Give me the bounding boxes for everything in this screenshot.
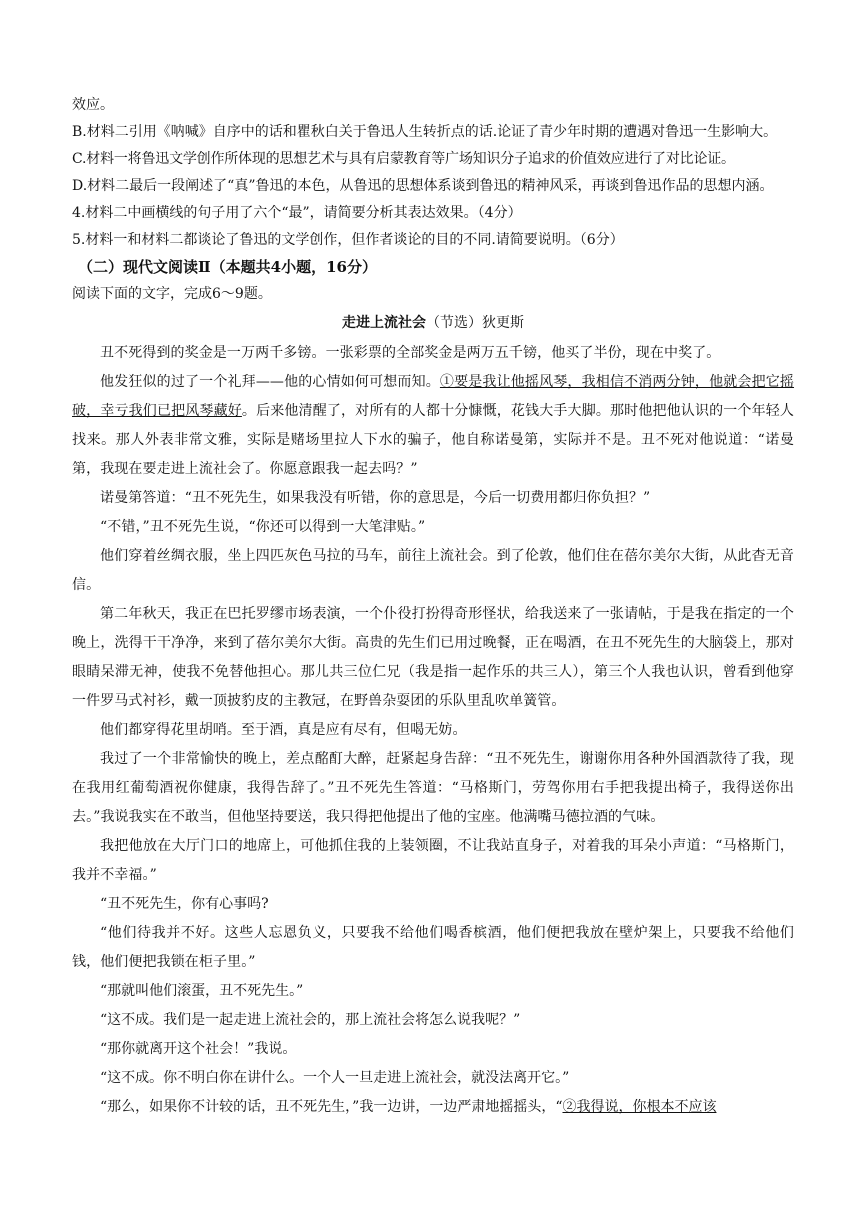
- paragraph-16: [72, 1093, 794, 1122]
- article-title: 走进上流社会: [342, 315, 426, 331]
- question-5: 5.材料一和材料二都谈论了鲁迅的文学创作，但作者谈论的目的不同.请简要说明。（6分）: [72, 232, 624, 248]
- paragraph-7: 他们都穿得花里胡哨。至于酒，真是应有尽有，但喝无妨。: [100, 722, 467, 738]
- paragraph-2-pre: 他发狂似的过了一个礼拜——他的心情如何可想而知。: [100, 374, 440, 390]
- paragraph-16-pre: “那么，如果你不计较的话，丑不死先生，”我一边讲，一边严肃地摇摇头，“: [100, 1099, 563, 1115]
- paragraph-11: “他们待我并不好。这些人忘恩负义，只要我不给他们喝香槟酒，他们便把我放在壁炉架上，只要我不给他们钱，他们便把我锁在柜子里。”: [72, 925, 794, 970]
- section-instruction: 阅读下面的文字，完成6～9题。: [72, 286, 272, 302]
- paragraph-15: “这不成。你不明白你在讲什么。一个人一旦走进上流社会，就没法离开它。”: [100, 1070, 570, 1086]
- paragraph-2: [72, 368, 794, 484]
- section-heading: （二）现代文阅读Ⅱ（本题共4小题，16分）: [78, 258, 377, 276]
- paragraph-6: 第二年秋天，我正在巴托罗缪市场表演，一个仆役打扮得奇形怪状，给我送来了一张请帖，于是我在指定的一个晚上，洗得干干净净，来到了蓓尔美尔大街。高贵的先生们已用过晚餐，正在喝酒，在丑不死先生的大脑袋上，那对眼睛呆滞无神，使我不免替他担心。那儿共三位仁兄（我是指一起作乐的共三人），第三个人我也认识，曾看到他穿一件罗马式衬衫，戴一顶披豹皮的主教冠，在野兽杂耍团的乐队里乱吹单簧管。: [72, 606, 794, 709]
- question-4: 4.材料二中画横线的句子用了六个“最”，请简要分析其表达效果。（4分）: [72, 205, 522, 221]
- paragraph-8: 我过了一个非常愉快的晚上，差点酩酊大醉，赶紧起身告辞：“丑不死先生，谢谢你用各种外国酒款待了我，现在我用红葡萄酒祝你健康，我得告辞了。”丑不死先生答道：“马格斯门，劳驾你用右手把我提出椅子，我得送你出去。”我说我实在不敢当，但他坚持要送，我只得把他提出了他的宝座。他满嘴马德拉酒的气味。: [72, 751, 794, 825]
- paragraph-14: “那你就离开这个社会！”我说。: [100, 1041, 297, 1057]
- article-title-block: [72, 310, 794, 337]
- option-d: D.材料二最后一段阐述了“真”鲁迅的本色，从鲁迅的思想体系谈到鲁迅的精神风采，再谈到鲁迅作品的思想内涵。: [72, 178, 774, 194]
- article-subtitle: （节选）狄更斯: [426, 315, 524, 331]
- exam-page: [72, 92, 794, 1122]
- paragraph-5: 他们穿着丝绸衣服，坐上四匹灰色马拉的马车，前往上流社会。到了伦敦，他们住在蓓尔美尔大街，从此杳无音信。: [72, 548, 794, 593]
- option-b: B.材料二引用《呐喊》自序中的话和瞿秋白关于鲁迅人生转折点的话.论证了青少年时期的遭遇对鲁迅一生影响大。: [72, 124, 778, 140]
- underlined-sentence-1: ①要是我让他摇风琴，我相信不消两分钟，他就会把它摇破，幸亏我们已把风琴藏好: [72, 374, 795, 419]
- paragraph-10: “丑不死先生，你有心事吗?: [100, 896, 269, 912]
- paragraph-3: 诺曼第答道：“丑不死先生，如果我没有听错，你的意思是，今后一切费用都归你负担？”: [100, 490, 651, 506]
- option-a-tail: 效应。: [72, 97, 114, 113]
- paragraph-9: 我把他放在大厅门口的地席上，可他抓住我的上装领圈，不让我站直身子，对着我的耳朵小声道：“马格斯门，我并不幸福。”: [72, 838, 794, 883]
- paragraph-12: “那就叫他们滚蛋，丑不死先生。”: [100, 983, 304, 999]
- paragraph-1: 丑不死得到的奖金是一万两千多镑。一张彩票的全部奖金是两万五千镑，他买了半份，现在中奖了。: [100, 345, 721, 361]
- paragraph-13: “这不成。我们是一起走进上流社会的，那上流社会将怎么说我呢？”: [100, 1012, 521, 1028]
- paragraph-2-post: 。后来他清醒了，对所有的人都十分慷慨，花钱大手大脚。那时他把他认识的一个年轻人找来。那人外表非常文雅，实际是赌场里拉人下水的骗子，他自称诺曼第，实际并不是。丑不死对他说道：“诺曼第，我现在要走进上流社会了。你愿意跟我一起去吗？”: [72, 403, 795, 477]
- paragraph-4: “不错，”丑不死先生说，“你还可以得到一大笔津贴。”: [100, 519, 426, 535]
- option-c: C.材料一将鲁迅文学创作所体现的思想艺术与具有启蒙教育等广场知识分子追求的价值效应进行了对比论证。: [72, 151, 735, 167]
- underlined-sentence-2: ②我得说，你根本不应该: [562, 1099, 717, 1115]
